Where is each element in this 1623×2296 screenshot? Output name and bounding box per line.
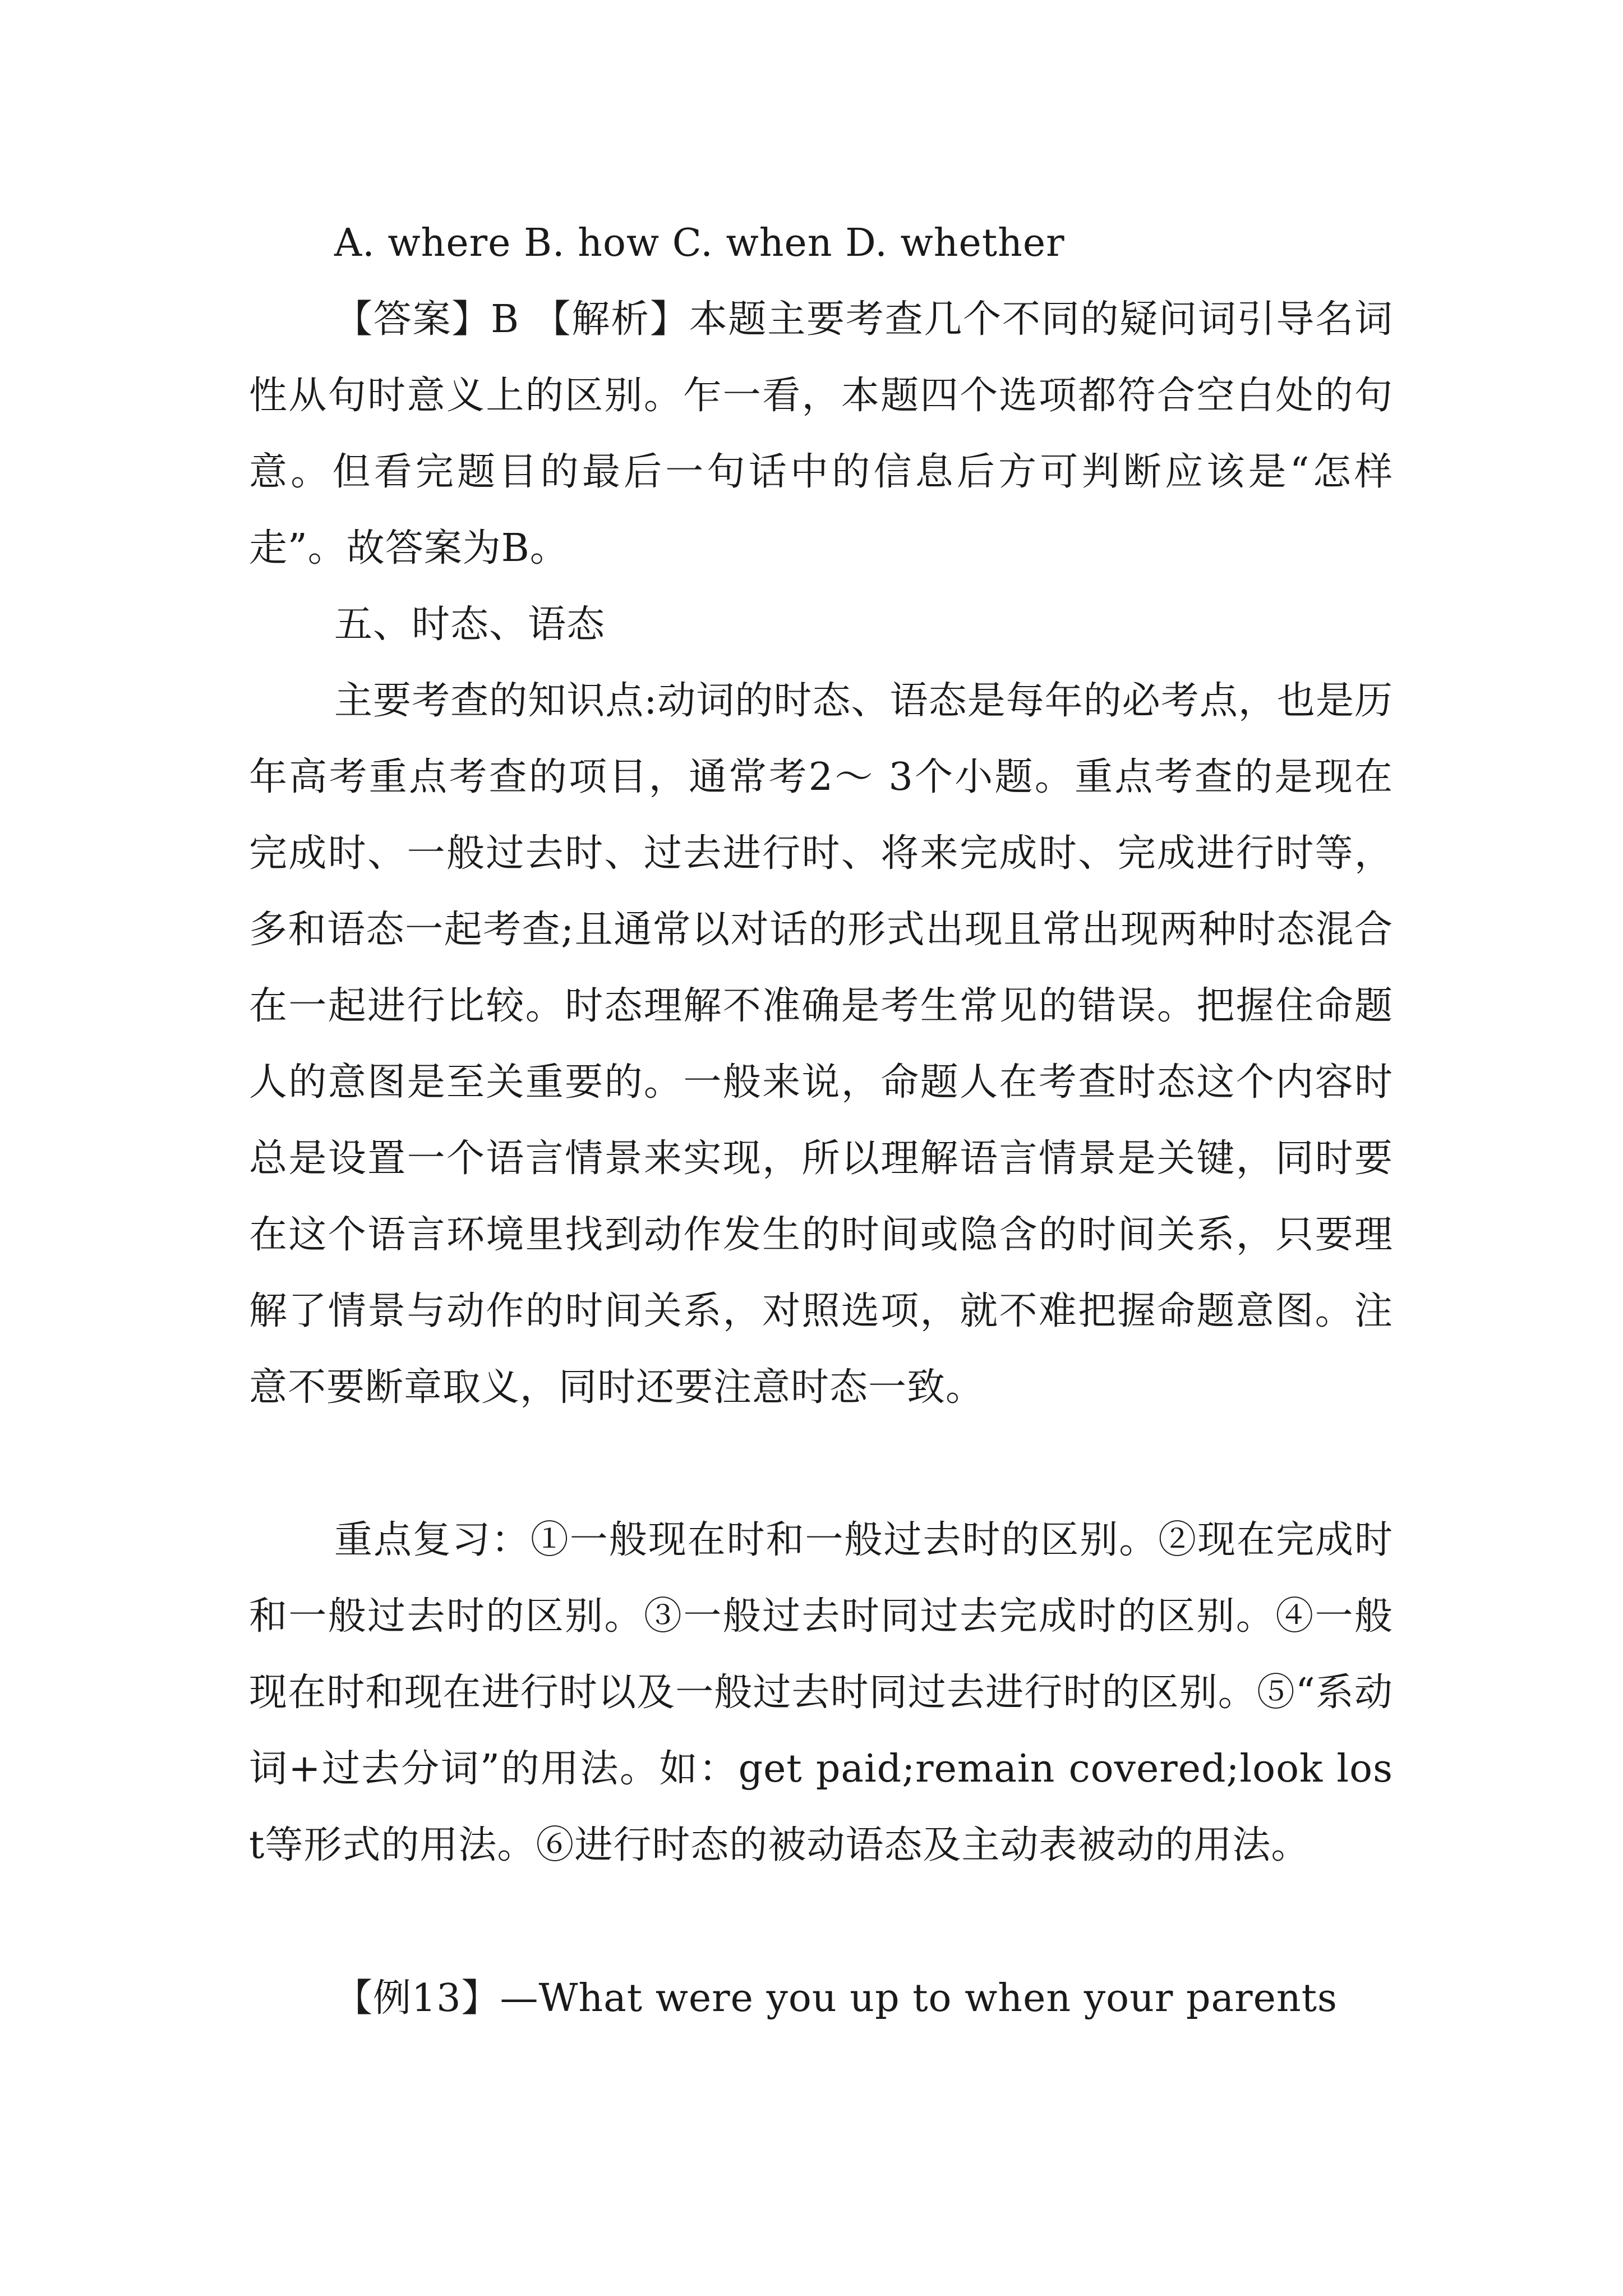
answer-paragraph: 【答案】B 【解析】本题主要考查几个不同的疑问词引导名词性从句时意义上的区别。乍一看，本题四个选项都符合空白处的句意。但看完题目的最后一句话中的信息后方可判断应该是“怎样走”。故答案为B。: [249, 297, 1393, 570]
options-line: A. where B. how C. when D. whether: [334, 221, 1065, 265]
example-line: 【例13】—What were you up to when your parents: [334, 1976, 1338, 2021]
knowledge-paragraph: 主要考查的知识点:动词的时态、语态是每年的必考点，也是历年高考重点考查的项目，通常考2～ 3个小题。重点考查的是现在完成时、一般过去时、过去进行时、将来完成时、完成进行时等，多和语态一起考查;且通常以对话的形式出现且常出现两种时态混合在一起进行比较。时态理解不准确是考生常见的错误。把握住命题人的意图是至关重要的。一般来说，命题人在考查时态这个内容时总是设置一个语言情景来实现，所以理解语言情景是关键，同时要在这个语言环境里找到动作发生的时间或隐含的时间关系，只要理解了情景与动作的时间关系，对照选项，就不难把握命题意图。注意不要断章取义，同时还要注意时态一致。: [249, 679, 1393, 1410]
section-heading: 五、时态、语态: [334, 602, 606, 647]
review-paragraph: 重点复习：①一般现在时和一般过去时的区别。②现在完成时和一般过去时的区别。③一般过去时同过去完成时的区别。④一般现在时和现在进行时以及一般过去时同过去进行时的区别。⑤“系动词+过去分词”的用法。如：get paid;remain covered;look lost等形式的用法。⑥进行时态的被动语态及主动表被动的用法。: [249, 1518, 1393, 1867]
